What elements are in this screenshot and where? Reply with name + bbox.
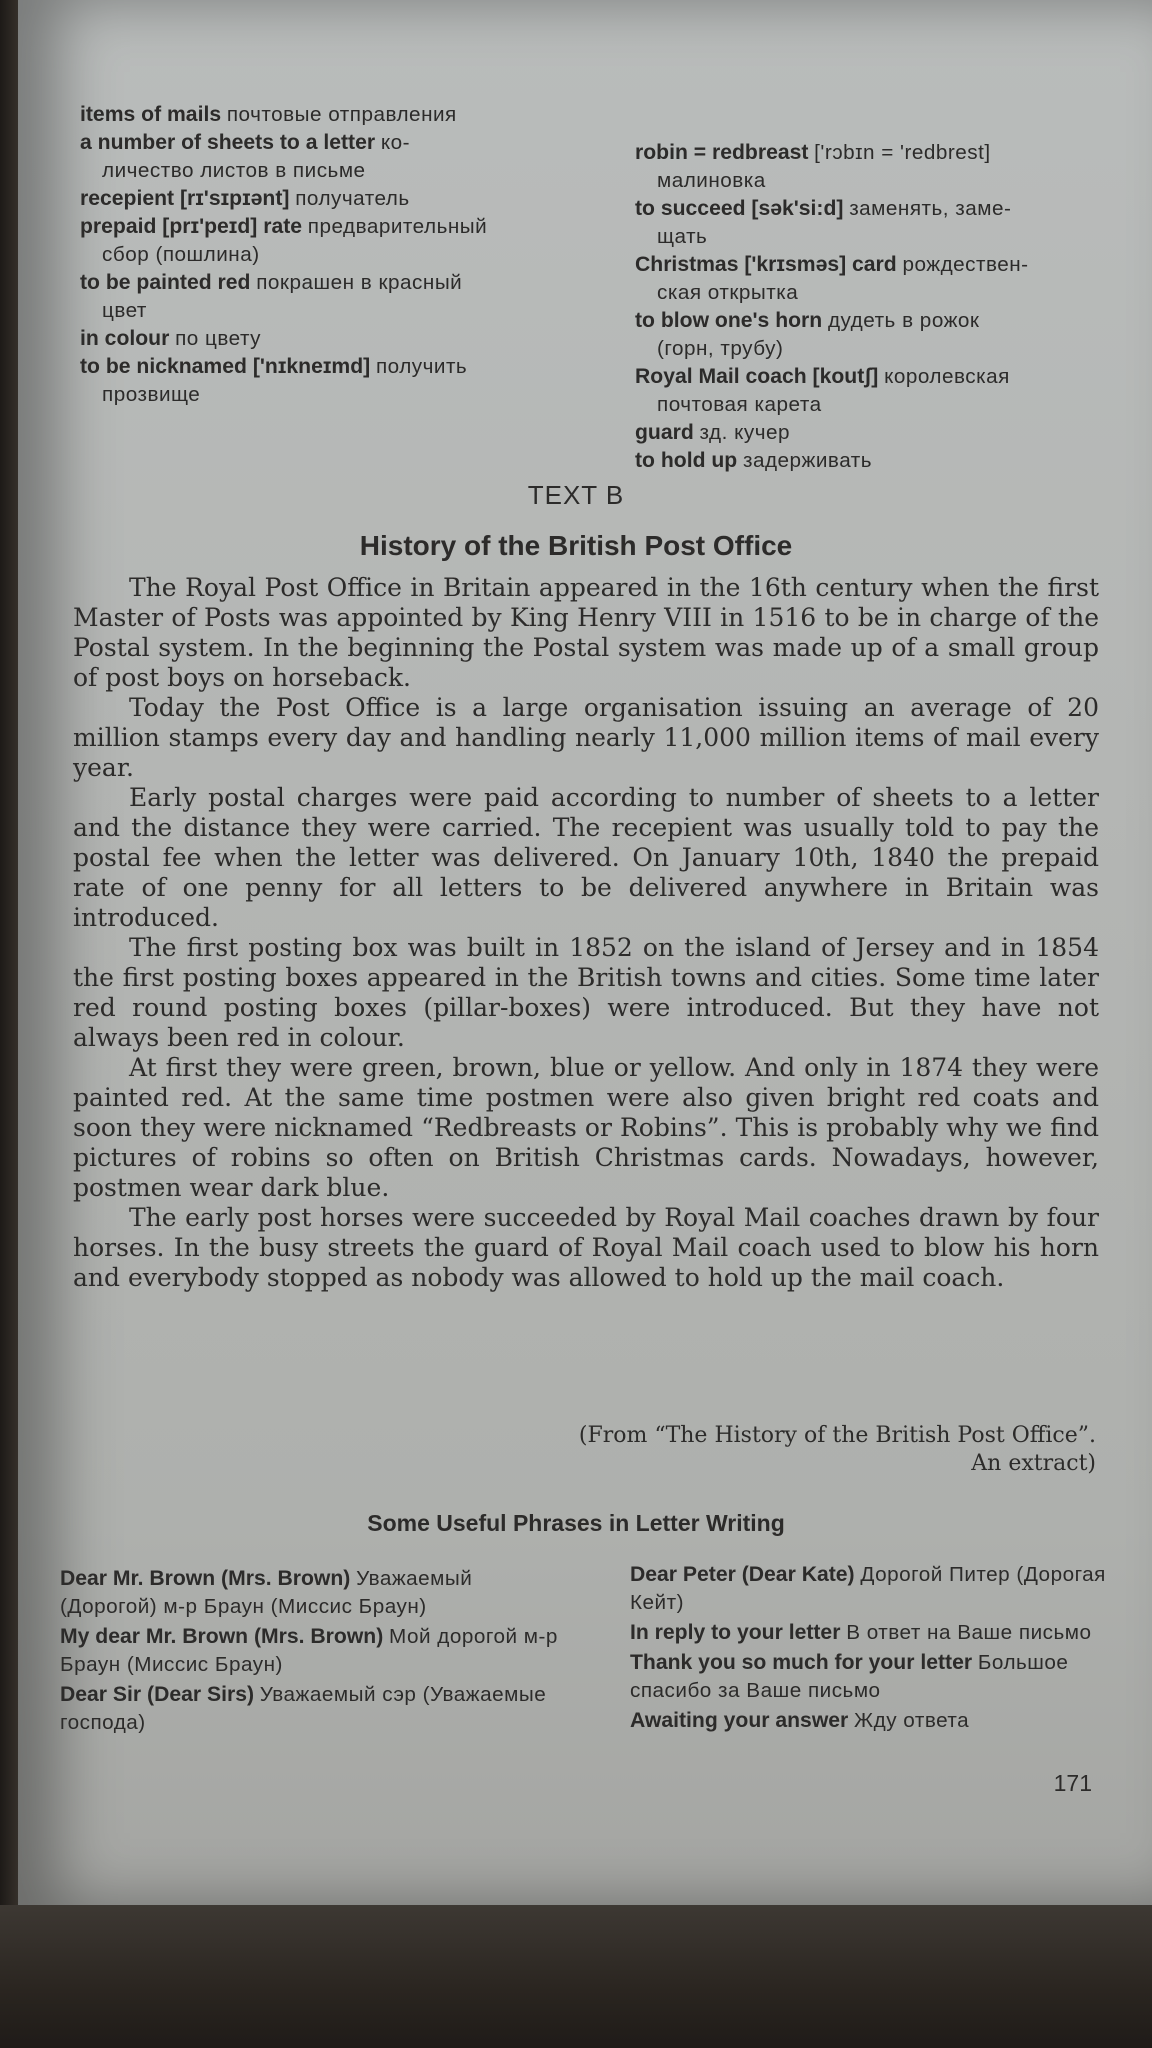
paragraph: Early postal charges were paid according to number of sheets to a letter and the distance they were carried. The recepient was usually told to pay the postal fee when the letter was delivered. On January 10th, 1840 the prepaid rate of one penny for all letters to be delivered anywhere in Britain was introduced. (73, 783, 1099, 932)
vocab-entry: Royal Mail coach [koutʃ] королевская (635, 365, 1010, 388)
phrases-list-right (630, 1560, 1110, 1736)
page-number: 171 (1053, 1770, 1092, 1796)
vocab-entry: почтовая карета (657, 393, 822, 416)
vocab-entry: to be nicknamed ['nɪkneɪmd] получить (80, 355, 468, 378)
phrases-heading: Some Useful Phrases in Letter Writing (367, 1510, 785, 1536)
vocab-entry: цвет (102, 299, 147, 322)
vocab-entry: щать (657, 225, 708, 248)
phrase-entry: Thank you so much for your letter Большое спасибо за Ваше письмо (630, 1651, 1069, 1702)
source-citation: (From “The History of the British Post Office”. An extract) (578, 1423, 1096, 1476)
paragraph: At first they were green, brown, blue or yellow. And only in 1874 they were painted red. At the same time postmen were also given bright red coats and soon they were nicknamed “Redbreasts or Robins”. This is probably why we find pictures of robins so often on British Christmas cards. Nowadays, however, postmen wear dark blue. (73, 1053, 1099, 1202)
vocab-entry: ская открытка (657, 281, 799, 304)
vocab-entry: robin = redbreast ['rɔbɪn = 'redbrest] (635, 141, 991, 164)
vocab-entry: to be painted red покрашен в красный (80, 271, 463, 294)
vocab-entry: to hold up задерживать (635, 449, 872, 472)
vocab-entry: (горн, трубу) (657, 337, 784, 360)
paragraph: The early post horses were succeeded by Royal Mail coaches drawn by four horses. In the busy streets the guard of Royal Mail coach used to blow his horn and everybody stopped as nobody was allowed to hold up the mail coach. (73, 1203, 1099, 1292)
phrase-entry: Dear Peter (Dear Kate) Дорогой Питер (Дорогая Кейт) (630, 1563, 1106, 1614)
vocab-entry: in colour по цвету (80, 327, 262, 350)
vocab-entry: Christmas ['krɪsməs] card рождествен- (635, 253, 1029, 276)
paragraph: Today the Post Office is a large organisation issuing an average of 20 million stamps every day and handling nearly 11,000 million items of mail every year. (73, 693, 1099, 782)
phrases-list-left (60, 1564, 560, 1738)
paragraph: The first posting box was built in 1852 on the island of Jersey and in 1854 the first posting boxes appeared in the British towns and cities. Some time later red round posting boxes (pillar-boxes) were introduced. But they have not always been red in colour. (73, 933, 1099, 1052)
book-cover-edge (0, 1905, 1152, 2048)
vocab-entry: to blow one's horn дудеть в рожок (635, 309, 980, 332)
article-body (73, 573, 1099, 1293)
article-title: History of the British Post Office (359, 530, 793, 561)
vocab-entry: guard зд. кучер (635, 421, 791, 444)
vocab-entry: личество листов в письме (102, 159, 366, 182)
vocab-entry: сбор (пошлина) (102, 243, 260, 266)
vocab-entry: to succeed [sək'si:d] заменять, заме- (635, 197, 1012, 220)
vocab-entry: prepaid [prɪ'peɪd] rate предварительный (80, 215, 488, 238)
vocab-entry: малиновка (657, 169, 766, 192)
vocab-entry: items of mails почтовые отправления (80, 103, 457, 126)
phrase-entry: Dear Sir (Dear Sirs) Уважаемый сэр (Уважаемые господа) (60, 1683, 547, 1734)
phrase-entry: Awaiting your answer Жду ответа (630, 1709, 970, 1732)
vocab-entry: прозвище (102, 383, 201, 406)
phrase-entry: In reply to your letter В ответ на Ваше письмо (630, 1621, 1092, 1644)
vocab-entry: recepient [rɪ'sɪpɪənt] получатель (80, 187, 410, 210)
vocab-list-right (635, 138, 1105, 474)
phrase-entry: My dear Mr. Brown (Mrs. Brown) Мой дорогой м-р Браун (Миссис Браун) (60, 1625, 558, 1676)
vocab-entry: a number of sheets to a letter ко- (80, 131, 411, 154)
vocab-list-left (80, 100, 560, 408)
phrase-entry: Dear Mr. Brown (Mrs. Brown) Уважаемый (Дорогой) м-р Браун (Миссис Браун) (60, 1567, 473, 1618)
text-label: TEXT B (527, 480, 625, 510)
paragraph: The Royal Post Office in Britain appeared in the 16th century when the first Master of Posts was appointed by King Henry VIII in 1516 to be in charge of the Postal system. In the beginning the Postal system was made up of a small group of post boys on horseback. (73, 573, 1099, 692)
